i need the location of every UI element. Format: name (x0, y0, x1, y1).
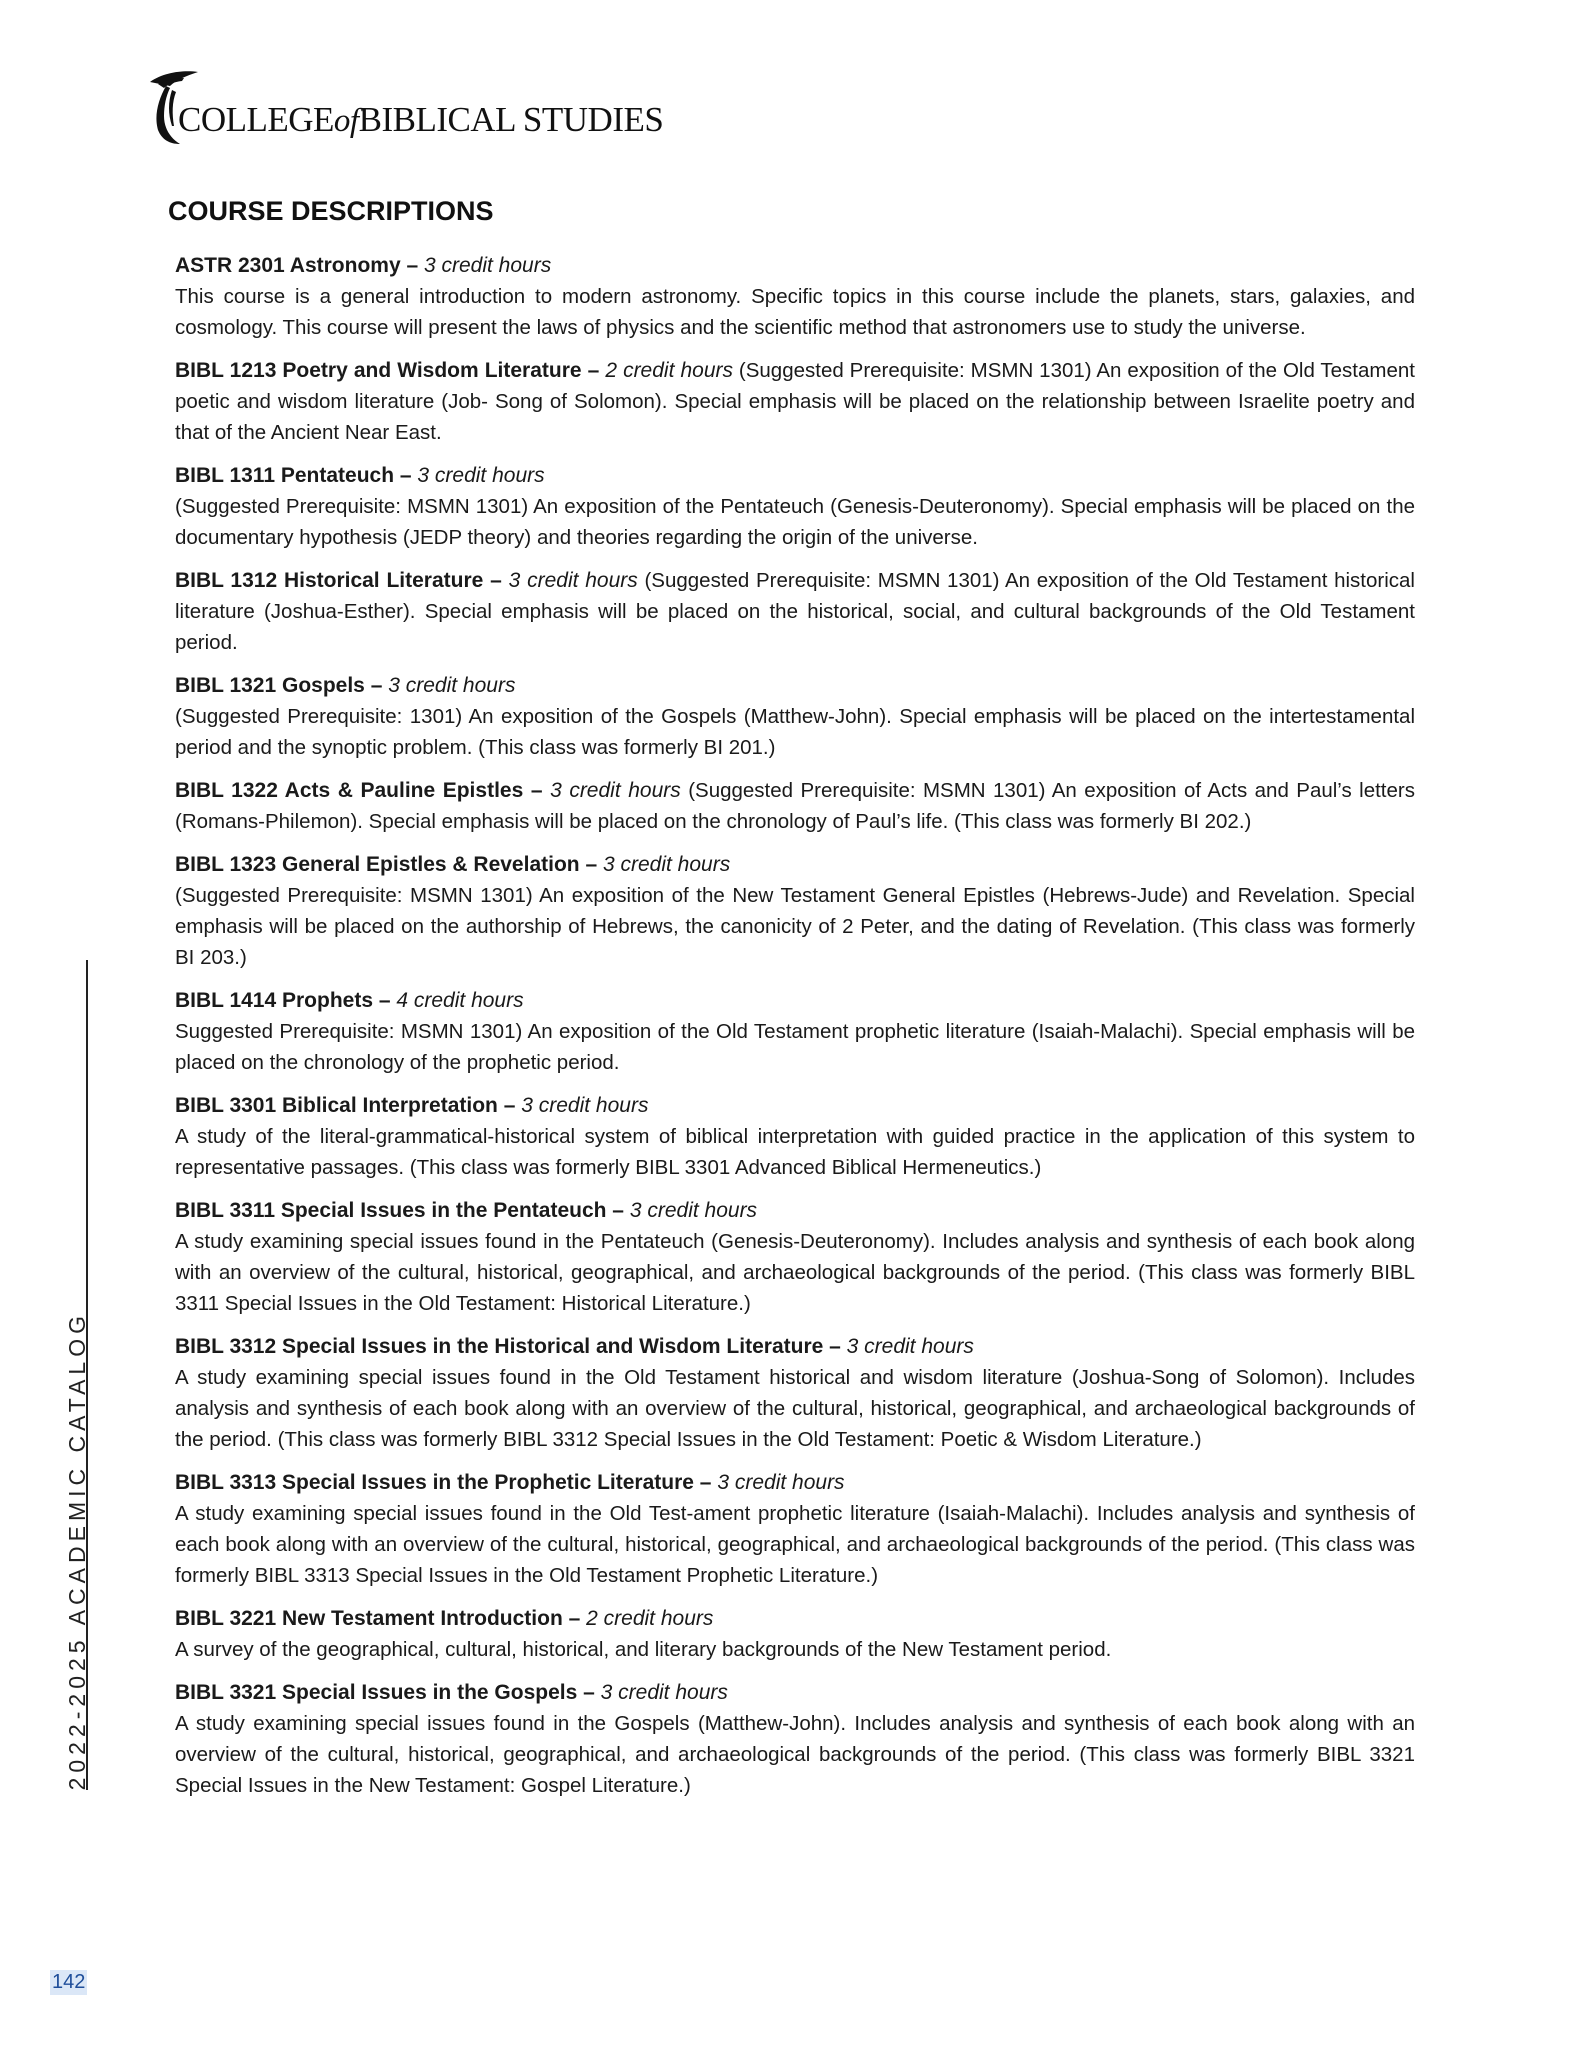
course-description: A study examining special issues found in the Old Test-ament prophetic literature (Isaiah-Malachi). Includes analysis and synthesis of each book along with an overview of the cultural, historical, geographical, and archaeological backgrounds of the period. (This class was formerly BIBL 3313 Special Issues in the Old Testament Prophetic Literature.) (175, 1502, 1415, 1587)
course-description: A study of the literal-grammatical-historical system of biblical interpretation with guided practice in the application of this system to representative passages. (This class was formerly BIBL 3301 Advanced Biblical Hermeneutics.) (175, 1125, 1415, 1179)
course-code: BIBL 3313 Special Issues in the Prophetic Literature (175, 1471, 694, 1494)
course-title: BIBL 1321 Gospels – 3 credit hours (175, 674, 516, 697)
course-code: BIBL 1213 Poetry and Wisdom Literature (175, 359, 582, 382)
course-credits: 3 credit hours (388, 674, 516, 697)
course-entry (175, 849, 1415, 973)
course-code: BIBL 3301 Biblical Interpretation (175, 1094, 498, 1117)
course-entry: BIBL 1322 Acts & Pauline Epistles – 3 credit hours (Suggested Prerequisite: MSMN 1301) An exposition of Acts and Paul’s letters (Romans-Philemon). Special emphasis will be placed on the chronology of Paul’s life. (This class was formerly BI 202.) (175, 779, 1415, 833)
course-description: (Suggested Prerequisite: MSMN 1301) An exposition of the Old Testament historical literature (Joshua-Esther). Special emphasis will be placed on the historical, social, and cultural backgrounds of the Old Testament period. (175, 569, 1415, 654)
course-code: BIBL 1322 Acts & Pauline Epistles (175, 779, 524, 802)
course-list (175, 250, 1415, 1813)
course-credits: 3 credit hours (602, 853, 731, 876)
course-code: BIBL 1414 Prophets (175, 989, 374, 1012)
course-title: BIBL 1311 Pentateuch – 3 credit hours (175, 464, 545, 487)
course-code: BIBL 3311 Special Issues in the Pentateuch (175, 1199, 607, 1222)
course-description: (Suggested Prerequisite: MSMN 1301) An exposition of the Pentateuch (Genesis-Deuteronomy). Special emphasis will be placed on the documentary hypothesis (JEDP theory) and theories regarding the origin of the universe. (175, 495, 1415, 549)
course-credits: 3 credit hours (600, 1681, 728, 1704)
course-entry (175, 250, 1415, 343)
course-description: (Suggested Prerequisite: MSMN 1301) An exposition of the New Testament General Epistles (Hebrews-Jude) and Revelation. Special emphasis will be placed on the authorship of Hebrews, the canonicity of 2 Peter, and the dating of Revelation. (This class was formerly BI 203.) (175, 884, 1415, 969)
course-credits: 3 credit hours (508, 569, 638, 592)
course-code: BIBL 1323 General Epistles & Revelation (175, 853, 580, 876)
course-code: BIBL 1311 Pentateuch (175, 464, 395, 487)
course-entry (175, 670, 1415, 763)
course-description: A study examining special issues found in the Gospels (Matthew-John). Includes analysis and synthesis of each book along with an overview of the cultural, historical, geographical, and archaeological backgrounds of the period. (This class was formerly BIBL 3321 Special Issues in the New Testament: Gospel Literature.) (175, 1712, 1415, 1797)
course-description: (Suggested Prerequisite: MSMN 1301) An exposition of the Old Testament poetic and wisdom literature (Job- Song of Solomon). Special emphasis will be placed on the relationship between Israelite poetry and that of the Ancient Near East. (175, 359, 1415, 444)
course-description: A study examining special issues found in the Old Testament historical and wisdom literature (Joshua-Song of Solomon). Includes analysis and synthesis of each book along with an overview of the cultural, historical, geographical, and archaeological backgrounds of the period. (This class was formerly BIBL 3312 Special Issues in the Old Testament: Poetic & Wisdom Literature.) (175, 1366, 1415, 1451)
course-title: BIBL 1323 General Epistles & Revelation – 3 credit hours (175, 853, 731, 876)
course-title: BIBL 3301 Biblical Interpretation – 3 credit hours (175, 1094, 649, 1117)
page-number: 142 (52, 1971, 86, 1993)
course-entry (175, 1467, 1415, 1591)
course-description: (Suggested Prerequisite: MSMN 1301) An exposition of Acts and Paul’s letters (Romans-Philemon). Special emphasis will be placed on the chronology of Paul’s life. (This class was formerly BI 202.) (175, 779, 1415, 833)
course-description: Suggested Prerequisite: MSMN 1301) An exposition of the Old Testament prophetic literature (Isaiah-Malachi). Special emphasis will be placed on the chronology of the prophetic period. (175, 1020, 1415, 1074)
course-credits: 3 credit hours (521, 1094, 649, 1117)
course-title: BIBL 3221 New Testament Introduction – 2 credit hours (175, 1607, 714, 1630)
course-title: ASTR 2301 Astronomy – 3 credit hours (175, 254, 552, 277)
logo-wordmark: COLLEGEofBIBLICAL STUDIES (178, 100, 664, 139)
course-code: ASTR 2301 Astronomy (175, 254, 401, 277)
catalog-sidebar (60, 960, 90, 1790)
course-credits: 3 credit hours (417, 464, 545, 487)
course-entry (175, 1331, 1415, 1455)
course-description: This course is a general introduction to modern astronomy. Specific topics in this course include the planets, stars, galaxies, and cosmology. This course will present the laws of physics and the scientific method that astronomers use to study the universe. (175, 285, 1415, 339)
course-credits: 3 credit hours (550, 779, 681, 802)
course-credits: 3 credit hours (423, 254, 552, 277)
course-credits: 3 credit hours (717, 1471, 845, 1494)
course-entry (175, 1090, 1415, 1183)
course-description: A study examining special issues found in the Pentateuch (Genesis-Deuteronomy). Includes analysis and synthesis of each book along with an overview of the cultural, historical, geographical, and archaeological backgrounds of the period. (This class was formerly BIBL 3311 Special Issues in the Old Testament: Historical Literature.) (175, 1230, 1415, 1315)
course-title: BIBL 1414 Prophets – 4 credit hours (175, 989, 524, 1012)
course-credits: 2 credit hours (586, 1607, 714, 1630)
course-code: BIBL 3312 Special Issues in the Historical and Wisdom Literature (175, 1335, 824, 1358)
course-entry (175, 1603, 1415, 1665)
course-description: A survey of the geographical, cultural, historical, and literary backgrounds of the New Testament period. (175, 1638, 1112, 1661)
course-entry (175, 985, 1415, 1078)
course-code: BIBL 3321 Special Issues in the Gospels (175, 1681, 578, 1704)
sidebar-label: 2022-2025 ACADEMIC CATALOG (64, 1310, 90, 1790)
course-title: BIBL 3312 Special Issues in the Historical and Wisdom Literature – 3 credit hours (175, 1335, 974, 1358)
course-entry (175, 1677, 1415, 1801)
course-entry (175, 460, 1415, 553)
course-credits: 2 credit hours (605, 359, 733, 382)
course-entry (175, 1195, 1415, 1319)
course-code: BIBL 1321 Gospels (175, 674, 365, 697)
course-credits: 4 credit hours (396, 989, 524, 1012)
college-logo (136, 68, 696, 148)
course-title: BIBL 3313 Special Issues in the Prophetic Literature – 3 credit hours (175, 1471, 845, 1494)
course-title: BIBL 3321 Special Issues in the Gospels – 3 credit hours (175, 1681, 728, 1704)
course-code: BIBL 1312 Historical Literature (175, 569, 484, 592)
course-credits: 3 credit hours (629, 1199, 758, 1222)
page-heading: COURSE DESCRIPTIONS (168, 196, 494, 226)
course-credits: 3 credit hours (846, 1335, 974, 1358)
course-title: BIBL 3311 Special Issues in the Pentateuch – 3 credit hours (175, 1199, 758, 1222)
course-description: (Suggested Prerequisite: 1301) An exposition of the Gospels (Matthew-John). Special emphasis will be placed on the intertestamental period and the synoptic problem. (This class was formerly BI 201.) (175, 705, 1415, 759)
course-code: BIBL 3221 New Testament Introduction (175, 1607, 563, 1630)
course-entry: BIBL 1213 Poetry and Wisdom Literature – 2 credit hours (Suggested Prerequisite: MSMN 1301) An exposition of the Old Testament poetic and wisdom literature (Job- Song of Solomon). Special emphasis will be placed on the relationship between Israelite poetry and that of the Ancient Near East. (175, 359, 1415, 444)
course-entry: BIBL 1312 Historical Literature – 3 credit hours (Suggested Prerequisite: MSMN 1301) An exposition of the Old Testament historical literature (Joshua-Esther). Special emphasis will be placed on the historical, social, and cultural backgrounds of the Old Testament period. (175, 569, 1415, 654)
